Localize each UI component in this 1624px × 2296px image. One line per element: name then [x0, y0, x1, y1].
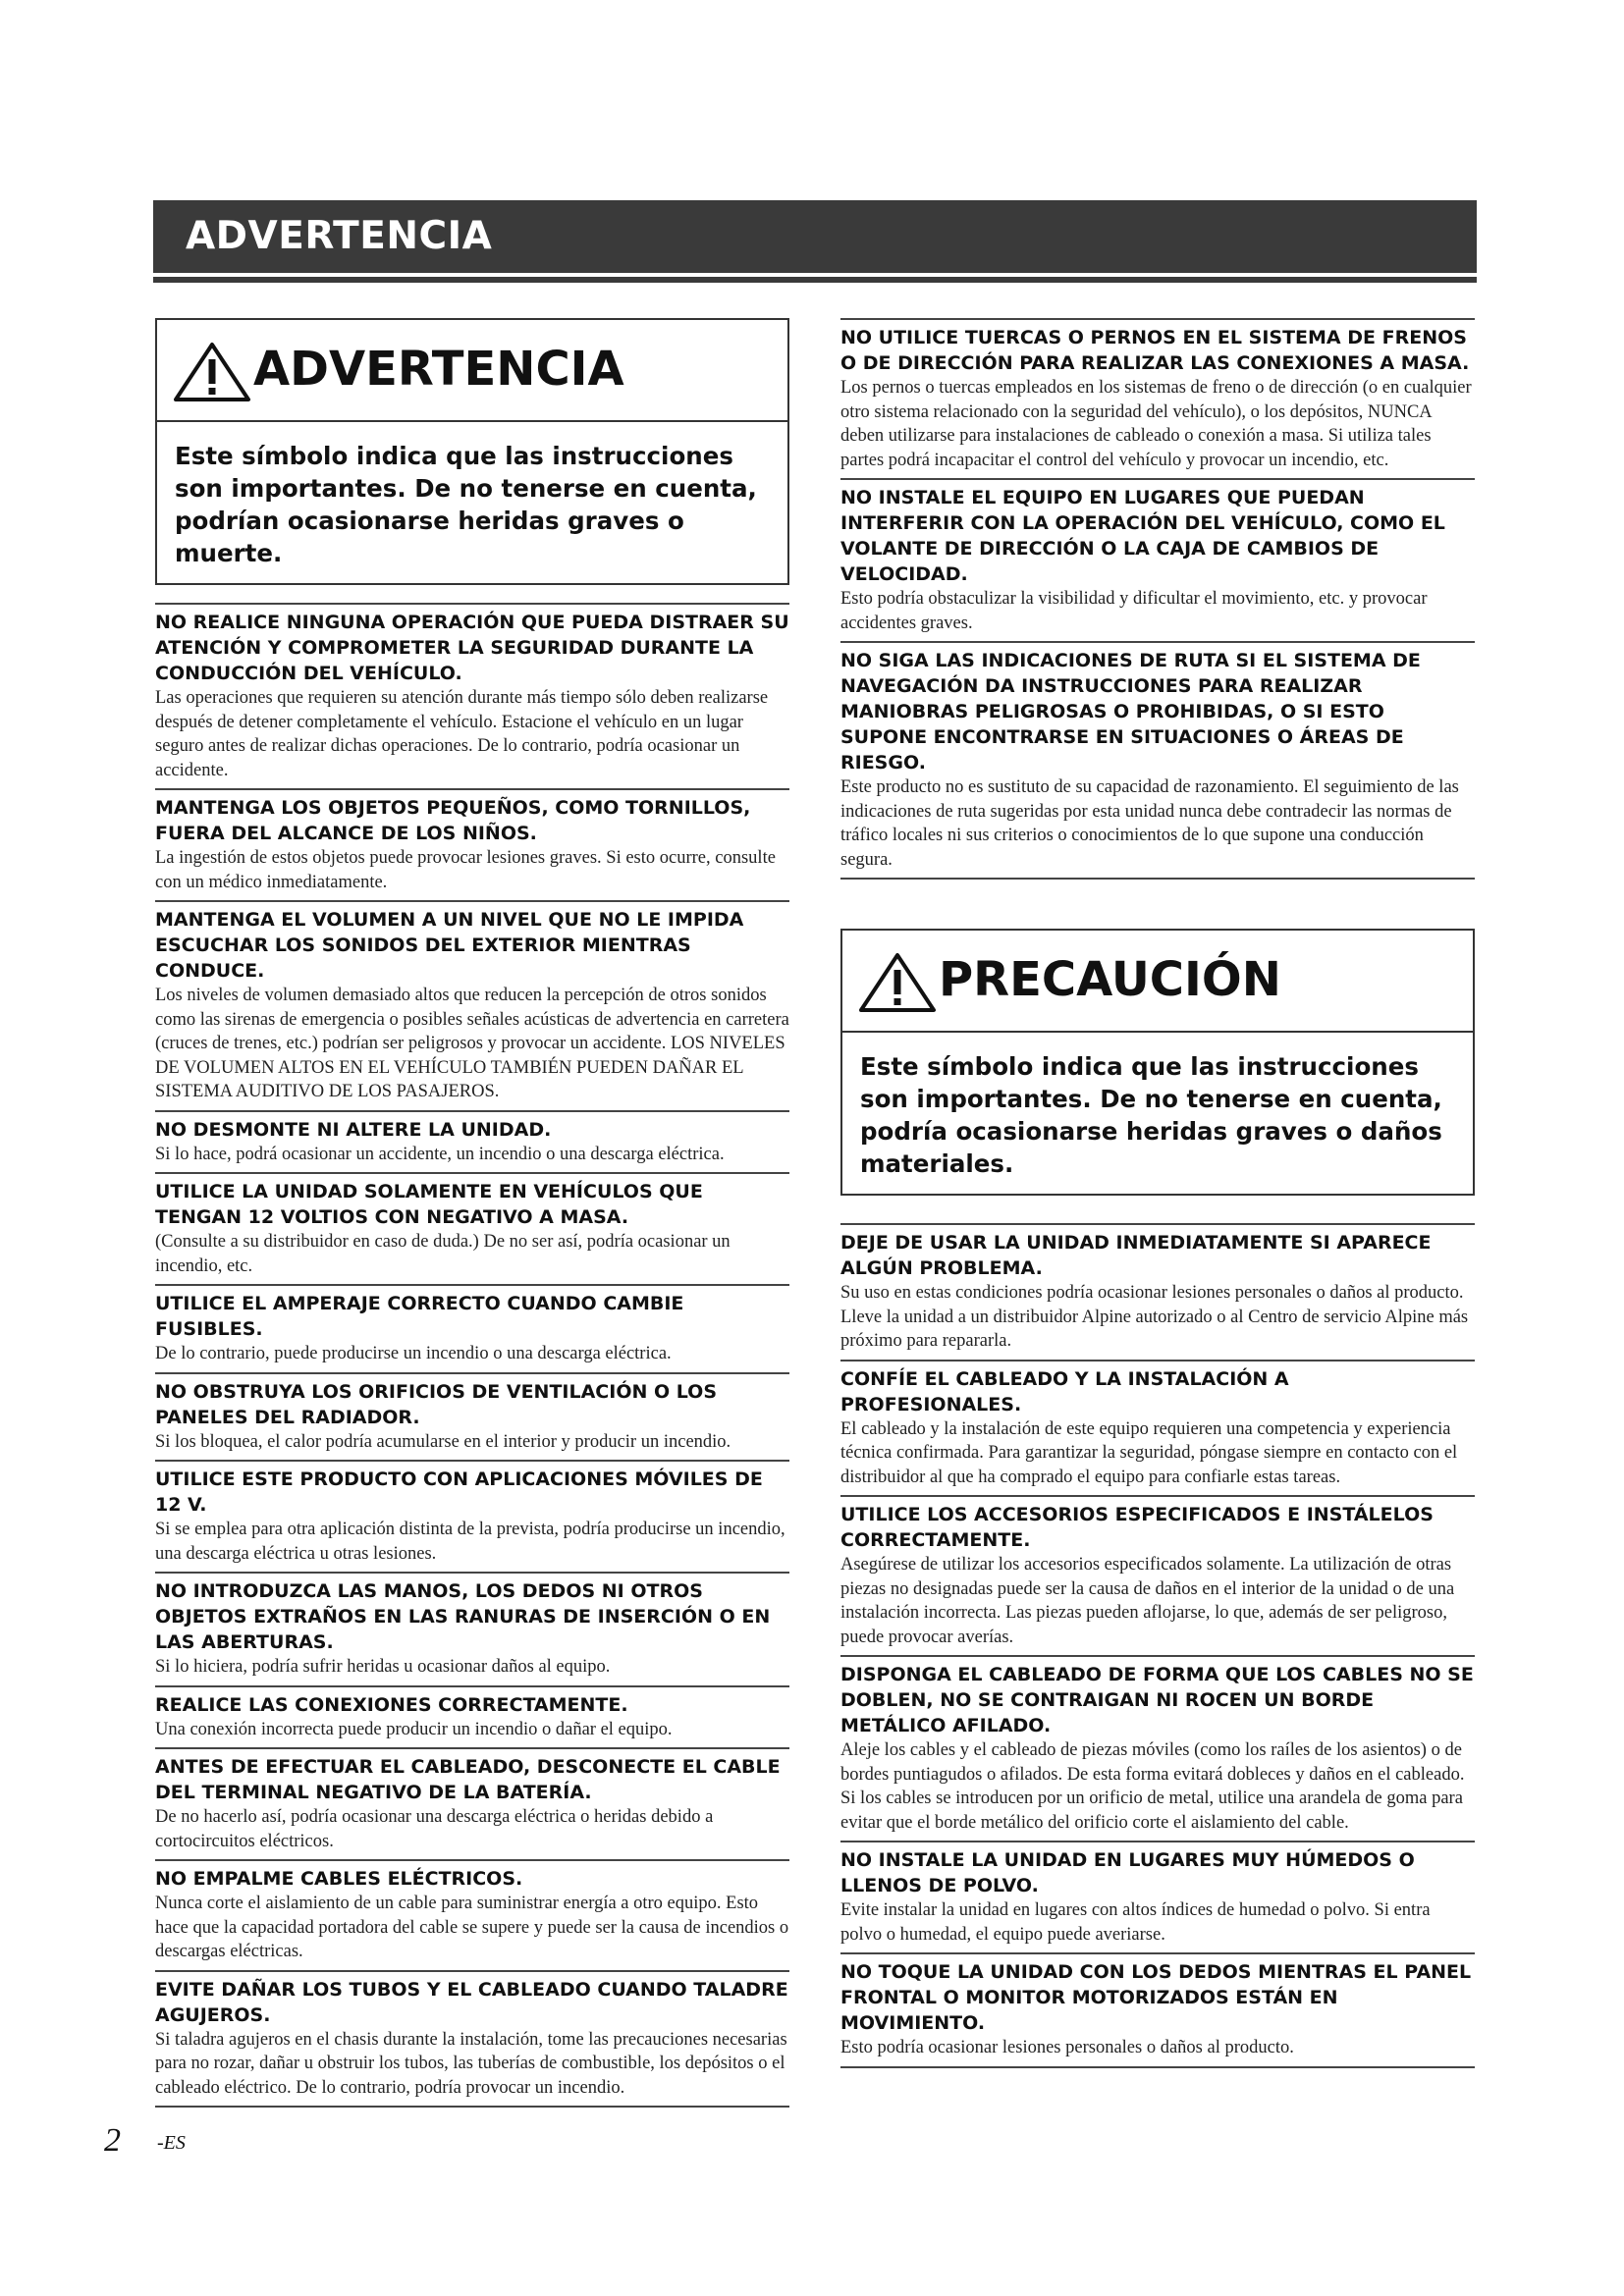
safety-item-title: NO INSTALE LA UNIDAD EN LUGARES MUY HÚMEDOS O LLENOS DE POLVO. [840, 1849, 1415, 1896]
safety-item [155, 603, 789, 788]
warning-sign-text: Este símbolo indica que las instrucciones son importantes. De no tenerse en cuenta, podrían ocasionarse heridas graves o muerte. [175, 442, 757, 567]
warning-sign-title: ADVERTENCIA [253, 342, 624, 397]
safety-item [155, 1859, 789, 1970]
safety-item-body: (Consulte a su distribuidor en caso de duda.) De no ser así, podría ocasionar un incendio, etc. [155, 1232, 731, 1276]
page-number: 2 [104, 2122, 121, 2159]
warning-triangle-icon [173, 342, 251, 402]
safety-item [155, 1685, 789, 1748]
caution-sign-text: Este símbolo indica que las instrucciones son importantes. De no tenerse en cuenta, podría ocasionarse heridas graves o daños materiales. [860, 1052, 1442, 1178]
safety-item-body: La ingestión de estos objetos puede provocar lesiones graves. Si esto ocurre, consulte con un médico inmediatamente. [155, 848, 776, 892]
safety-item [155, 1970, 789, 2109]
safety-item-title: NO TOQUE LA UNIDAD CON LOS DEDOS MIENTRAS EL PANEL FRONTAL O MONITOR MOTORIZADOS ESTÁN EN MOVIMIENTO. [840, 1961, 1472, 2034]
safety-item-body: Evite instalar la unidad en lugares con altos índices de humedad o polvo. Si entra polvo o humedad, el equipo puede averiarse. [840, 1900, 1431, 1945]
safety-item [840, 1223, 1475, 1360]
safety-item-body: Su uso en estas condiciones podría ocasionar lesiones personales o daños al producto. Lleve la unidad a un distribuidor Alpine autorizado o al Centro de servicio Alpine más próximo para repararla. [840, 1283, 1469, 1351]
caution-sign-header [842, 931, 1473, 1033]
safety-item-title: UTILICE LA UNIDAD SOLAMENTE EN VEHÍCULOS QUE TENGAN 12 VOLTIOS CON NEGATIVO A MASA. [155, 1181, 703, 1228]
warning-triangle-icon [858, 952, 937, 1013]
caution-sign-box [840, 929, 1475, 1196]
page-language-suffix: -ES [157, 2132, 186, 2154]
safety-item-title: NO EMPALME CABLES ELÉCTRICOS. [155, 1868, 523, 1890]
safety-item-body: Esto podría obstaculizar la visibilidad y dificultar el movimiento, etc. y provocar accidentes graves. [840, 589, 1428, 633]
safety-item-body: Si se emplea para otra aplicación distinta de la prevista, podría producirse un incendio, una descarga eléctrica u otras lesiones. [155, 1520, 785, 1564]
safety-item-title: NO REALICE NINGUNA OPERACIÓN QUE PUEDA DISTRAER SU ATENCIÓN Y COMPROMETER LA SEGURIDAD DURANTE LA CONDUCCIÓN DEL VEHÍCULO. [155, 612, 789, 684]
safety-item-title: MANTENGA EL VOLUMEN A UN NIVEL QUE NO LE IMPIDA ESCUCHAR LOS SONIDOS DEL EXTERIOR MIENTRAS CONDUCE. [155, 909, 744, 982]
safety-item [155, 1284, 789, 1372]
safety-item-body: Nunca corte el aislamiento de un cable para suministrar energía a otro equipo. Esto hace que la capacidad portadora del cable se supere y puede ser la causa de incendios o descargas eléctricas. [155, 1894, 789, 1961]
safety-item-title: EVITE DAÑAR LOS TUBOS Y EL CABLEADO CUANDO TALADRE AGUJEROS. [155, 1978, 788, 2026]
safety-item [155, 1172, 789, 1284]
safety-item-title: NO SIGA LAS INDICACIONES DE RUTA SI EL SISTEMA DE NAVEGACIÓN DA INSTRUCCIONES PARA REALIZAR MANIOBRAS PELIGROSAS O PROHIBIDAS, O SI ESTO SUPONE ENCONTRARSE EN SITUACIONES O ÁREAS DE RIESGO. [840, 650, 1421, 774]
safety-item [840, 1841, 1475, 1952]
left-column [155, 318, 789, 2108]
safety-item-title: CONFÍE EL CABLEADO Y LA INSTALACIÓN A PROFESIONALES. [840, 1367, 1289, 1415]
safety-item [155, 900, 789, 1110]
warning-sign-box [155, 318, 789, 585]
safety-item-body: Los niveles de volumen demasiado altos que reducen la percepción de otros sonidos como las sirenas de emergencia o posibles señales acústicas de advertencia en carretera (cruces de trenes, etc.) podrían ser peligrosos y provocar un accidente. LOS NIVELES DE VOLUMEN ALTOS EN EL VEHÍCULO TAMBIÉN PUEDEN DAÑAR EL SISTEMA AUDITIVO DE LOS PASAJEROS. [155, 986, 789, 1101]
safety-item-body: Las operaciones que requieren su atención durante más tiempo sólo deben realizarse después de detener completamente el vehículo. Estacione el vehículo en un lugar seguro antes de realizar dichas operaciones. De lo contrario, podría ocasionar un accidente. [155, 688, 769, 780]
safety-item [155, 1747, 789, 1859]
safety-item-body: Si los bloquea, el calor podría acumularse en el interior y producir un incendio. [155, 1431, 731, 1452]
safety-item-title: REALICE LAS CONEXIONES CORRECTAMENTE. [155, 1693, 628, 1716]
warning-sign-header [157, 320, 787, 422]
safety-item-title: NO INTRODUZCA LAS MANOS, LOS DEDOS NI OTROS OBJETOS EXTRAÑOS EN LAS RANURAS DE INSERCIÓN O EN LAS ABERTURAS. [155, 1580, 771, 1653]
safety-item-body: Aleje los cables y el cableado de piezas móviles (como los raíles de los asientos) o de bordes puntiagudos o afilados. De esta forma evitará dobleces y daños en el cableado. Si los cables se introducen por un orificio de metal, utilice una arandela de goma para evitar que el borde metálico del orificio corte el aislamiento del cable. [840, 1740, 1465, 1833]
safety-item-body: Una conexión incorrecta puede producir un incendio o dañar el equipo. [155, 1719, 673, 1739]
safety-item-title: ANTES DE EFECTUAR EL CABLEADO, DESCONECTE EL CABLE DEL TERMINAL NEGATIVO DE LA BATERÍA. [155, 1756, 781, 1803]
safety-item-title: UTILICE LOS ACCESORIOS ESPECIFICADOS E INSTÁLELOS CORRECTAMENTE. [840, 1504, 1434, 1551]
safety-item-body: Este producto no es sustituto de su capacidad de razonamiento. El seguimiento de las indicaciones de ruta sugeridas por esta unidad nunca debe contradecir las normas de tráfico locales ni sus criterios o conocimientos de lo que supone una conducción segura. [840, 777, 1459, 870]
safety-item [840, 1655, 1475, 1841]
safety-item-body: El cableado y la instalación de este equipo requieren una competencia y experiencia técnica confirmada. Para garantizar la seguridad, póngase siempre en contacto con el distribuidor al que ha comprado el equipo para confiarle estas tareas. [840, 1418, 1458, 1487]
safety-item-title: NO DESMONTE NI ALTERE LA UNIDAD. [155, 1118, 552, 1141]
safety-item [840, 1495, 1475, 1655]
safety-item [840, 1360, 1475, 1496]
warning-item-list [840, 318, 1475, 880]
safety-item [840, 318, 1475, 478]
safety-item [155, 1110, 789, 1173]
safety-item-title: NO INSTALE EL EQUIPO EN LUGARES QUE PUEDAN INTERFERIR CON LA OPERACIÓN DEL VEHÍCULO, COMO EL VOLANTE DE DIRECCIÓN O LA CAJA DE CAMBIOS DE VELOCIDAD. [840, 487, 1445, 585]
safety-item-body: Esto podría ocasionar lesiones personales o daños al producto. [840, 2038, 1294, 2057]
safety-item [840, 1952, 1475, 2068]
caution-item-list [840, 1223, 1475, 2068]
safety-item-body: Si lo hiciera, podría sufrir heridas u ocasionar daños al equipo. [155, 1657, 611, 1677]
safety-item-body: Asegúrese de utilizar los accesorios especificados solamente. La utilización de otras piezas no designadas puede ser la causa de daños en el interior de la unidad o de una instalación incorrecta. Las piezas pueden aflojarse, lo que, además de ser peligroso, puede provocar averías. [840, 1555, 1455, 1647]
safety-item [155, 1460, 789, 1572]
right-column [840, 318, 1475, 2068]
warning-item-list [155, 603, 789, 2108]
safety-item-title: MANTENGA LOS OBJETOS PEQUEÑOS, COMO TORNILLOS, FUERA DEL ALCANCE DE LOS NIÑOS. [155, 797, 751, 844]
safety-item-body: Si taladra agujeros en el chasis durante la instalación, tome las precauciones necesarias para no rozar, dañar u obstruir los tubos, las tuberías de combustible, los depósitos o el cableado eléctrico. De lo contrario, podría provocar un incendio. [155, 2029, 787, 2098]
safety-item-body: Los pernos o tuercas empleados en los sistemas de freno o de dirección (o en cualquier otro sistema relacionado con la seguridad del vehículo), o los depósitos, NUNCA deben utilizarse para instalaciones de cableado o conexión a masa. Si utiliza tales partes podrá incapacitar el control del vehículo y provocar un incendio, etc. [840, 378, 1472, 470]
safety-item-title: NO OBSTRUYA LOS ORIFICIOS DE VENTILACIÓN O LOS PANELES DEL RADIADOR. [155, 1380, 718, 1428]
safety-item-title: DISPONGA EL CABLEADO DE FORMA QUE LOS CABLES NO SE DOBLEN, NO SE CONTRAIGAN NI ROCEN UN BORDE METÁLICO AFILADO. [840, 1664, 1474, 1736]
safety-item-title: NO UTILICE TUERCAS O PERNOS EN EL SISTEMA DE FRENOS O DE DIRECCIÓN PARA REALIZAR LAS CONEXIONES A MASA. [840, 327, 1470, 374]
banner-rule [153, 277, 1477, 283]
safety-item [155, 788, 789, 900]
safety-item [155, 1372, 789, 1461]
safety-item [840, 478, 1475, 641]
safety-item-title: UTILICE ESTE PRODUCTO CON APLICACIONES MÓVILES DE 12 V. [155, 1468, 763, 1516]
safety-item-title: DEJE DE USAR LA UNIDAD INMEDIATAMENTE SI APARECE ALGÚN PROBLEMA. [840, 1232, 1432, 1279]
caution-sign-title: PRECAUCIÓN [939, 952, 1281, 1007]
safety-item-body: De no hacerlo así, podría ocasionar una descarga eléctrica o heridas debido a cortocircuitos eléctricos. [155, 1807, 714, 1851]
safety-item-body: Si lo hace, podrá ocasionar un accidente, un incendio o una descarga eléctrica. [155, 1144, 725, 1164]
safety-item-title: UTILICE EL AMPERAJE CORRECTO CUANDO CAMBIE FUSIBLES. [155, 1293, 684, 1340]
section-banner: ADVERTENCIA [153, 200, 1477, 273]
safety-item-body: De lo contrario, puede producirse un incendio o una descarga eléctrica. [155, 1344, 672, 1363]
safety-item [155, 1572, 789, 1685]
safety-item [840, 641, 1475, 880]
